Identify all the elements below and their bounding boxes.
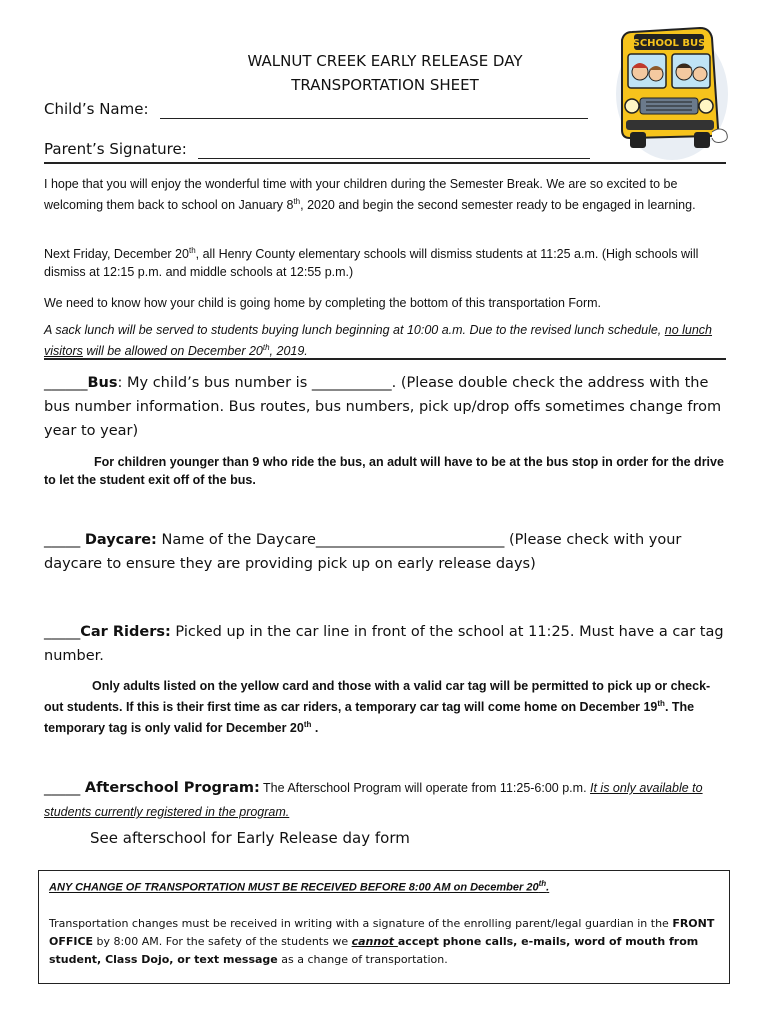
lunch-notice: A sack lunch will be served to students buying lunch beginning at 10:00 a.m. Due to the revised lunch schedule, no lunch visitors will be allowed on December 20th, 2019. xyxy=(44,323,713,359)
daycare-option-label: Daycare: xyxy=(84,532,157,548)
child-name-label: Child’s Name: xyxy=(44,100,149,118)
bus-option[interactable]: ______Bus: My child’s bus number is ___________. (Please double check the address with the bus number information. Bus routes, bus numbers, pick up/drop offs sometimes change from year to year) xyxy=(44,375,722,439)
bus-note: For children younger than 9 who ride the bus, an adult will have to be at the bus stop in order for the drive to let the student exit off of the bus. xyxy=(44,455,724,487)
parent-signature-row xyxy=(44,140,187,158)
afterschool-see-form: See afterschool for Early Release day form xyxy=(90,829,410,847)
child-name-field[interactable] xyxy=(160,118,588,119)
bus-sign-text: SCHOOL BUS xyxy=(632,38,706,49)
intro-paragraph-3: We need to know how your child is going home by completing the bottom of this transportation Form. xyxy=(44,296,602,310)
car-riders-option-label: Car Riders: xyxy=(80,624,171,640)
afterschool-checkbox-blank: _____ xyxy=(44,780,85,796)
car-riders-note: Only adults listed on the yellow card and those with a valid car tag will be permitted to pick up or check-out students. If this is their first time as car riders, a temporary car tag will come home on December 19th. The temporary tag is only valid for December 20th . xyxy=(44,679,711,736)
bus-checkbox-blank: ______ xyxy=(44,375,88,391)
car-riders-checkbox-blank: _____ xyxy=(44,624,81,640)
title-line-1: WALNUT CREEK EARLY RELEASE DAY xyxy=(247,52,523,70)
notice-body: Transportation changes must be received in writing with a signature of the enrolling parent/legal guardian in the FRONT OFFICE by 8:00 AM. For the safety of the students we cannot accept phone calls, e-mails, word of mouth from student, Class Dojo, or text message as a change of transportation. xyxy=(49,917,715,966)
parent-signature-field[interactable] xyxy=(198,158,590,159)
afterschool-option[interactable]: _____ Afterschool Program: The Afterschool Program will operate from 11:25-6:00 p.m. It is only available to students currently registered in the program. xyxy=(44,780,703,819)
intro-paragraph-2: Next Friday, December 20th, all Henry County elementary schools will dismiss students at 11:25 a.m. (High schools will dismiss at 12:15 p.m. and middle schools at 12:55 p.m.) xyxy=(44,246,699,280)
daycare-checkbox-blank: _____ xyxy=(44,532,85,548)
title-line-2: TRANSPORTATION SHEET xyxy=(291,76,479,94)
intro-paragraph-1: I hope that you will enjoy the wonderful time with your children during the Semester Break. We are so excited to be welcoming them back to school on January 8th, 2020 and begin the second semester ready to be engaged in learning. xyxy=(44,177,696,213)
bus-option-label: Bus xyxy=(87,375,118,391)
transportation-change-notice xyxy=(38,870,730,984)
car-riders-option[interactable]: _____Car Riders: Picked up in the car line in front of the school at 11:25. Must have a car tag number. xyxy=(44,624,724,664)
divider-top xyxy=(44,162,726,164)
child-name-row xyxy=(44,100,149,118)
notice-heading: ANY CHANGE OF TRANSPORTATION MUST BE RECEIVED BEFORE 8:00 AM on December 20th. xyxy=(49,879,550,894)
divider-middle xyxy=(44,358,726,360)
afterschool-option-label: Afterschool Program: xyxy=(84,780,260,796)
parent-signature-label: Parent’s Signature: xyxy=(44,140,187,158)
school-bus-illustration xyxy=(600,20,730,160)
daycare-option[interactable]: _____ Daycare: Name of the Daycare__________________________ (Please check with your daycare to ensure they are providing pick up on early release days) xyxy=(44,532,682,572)
